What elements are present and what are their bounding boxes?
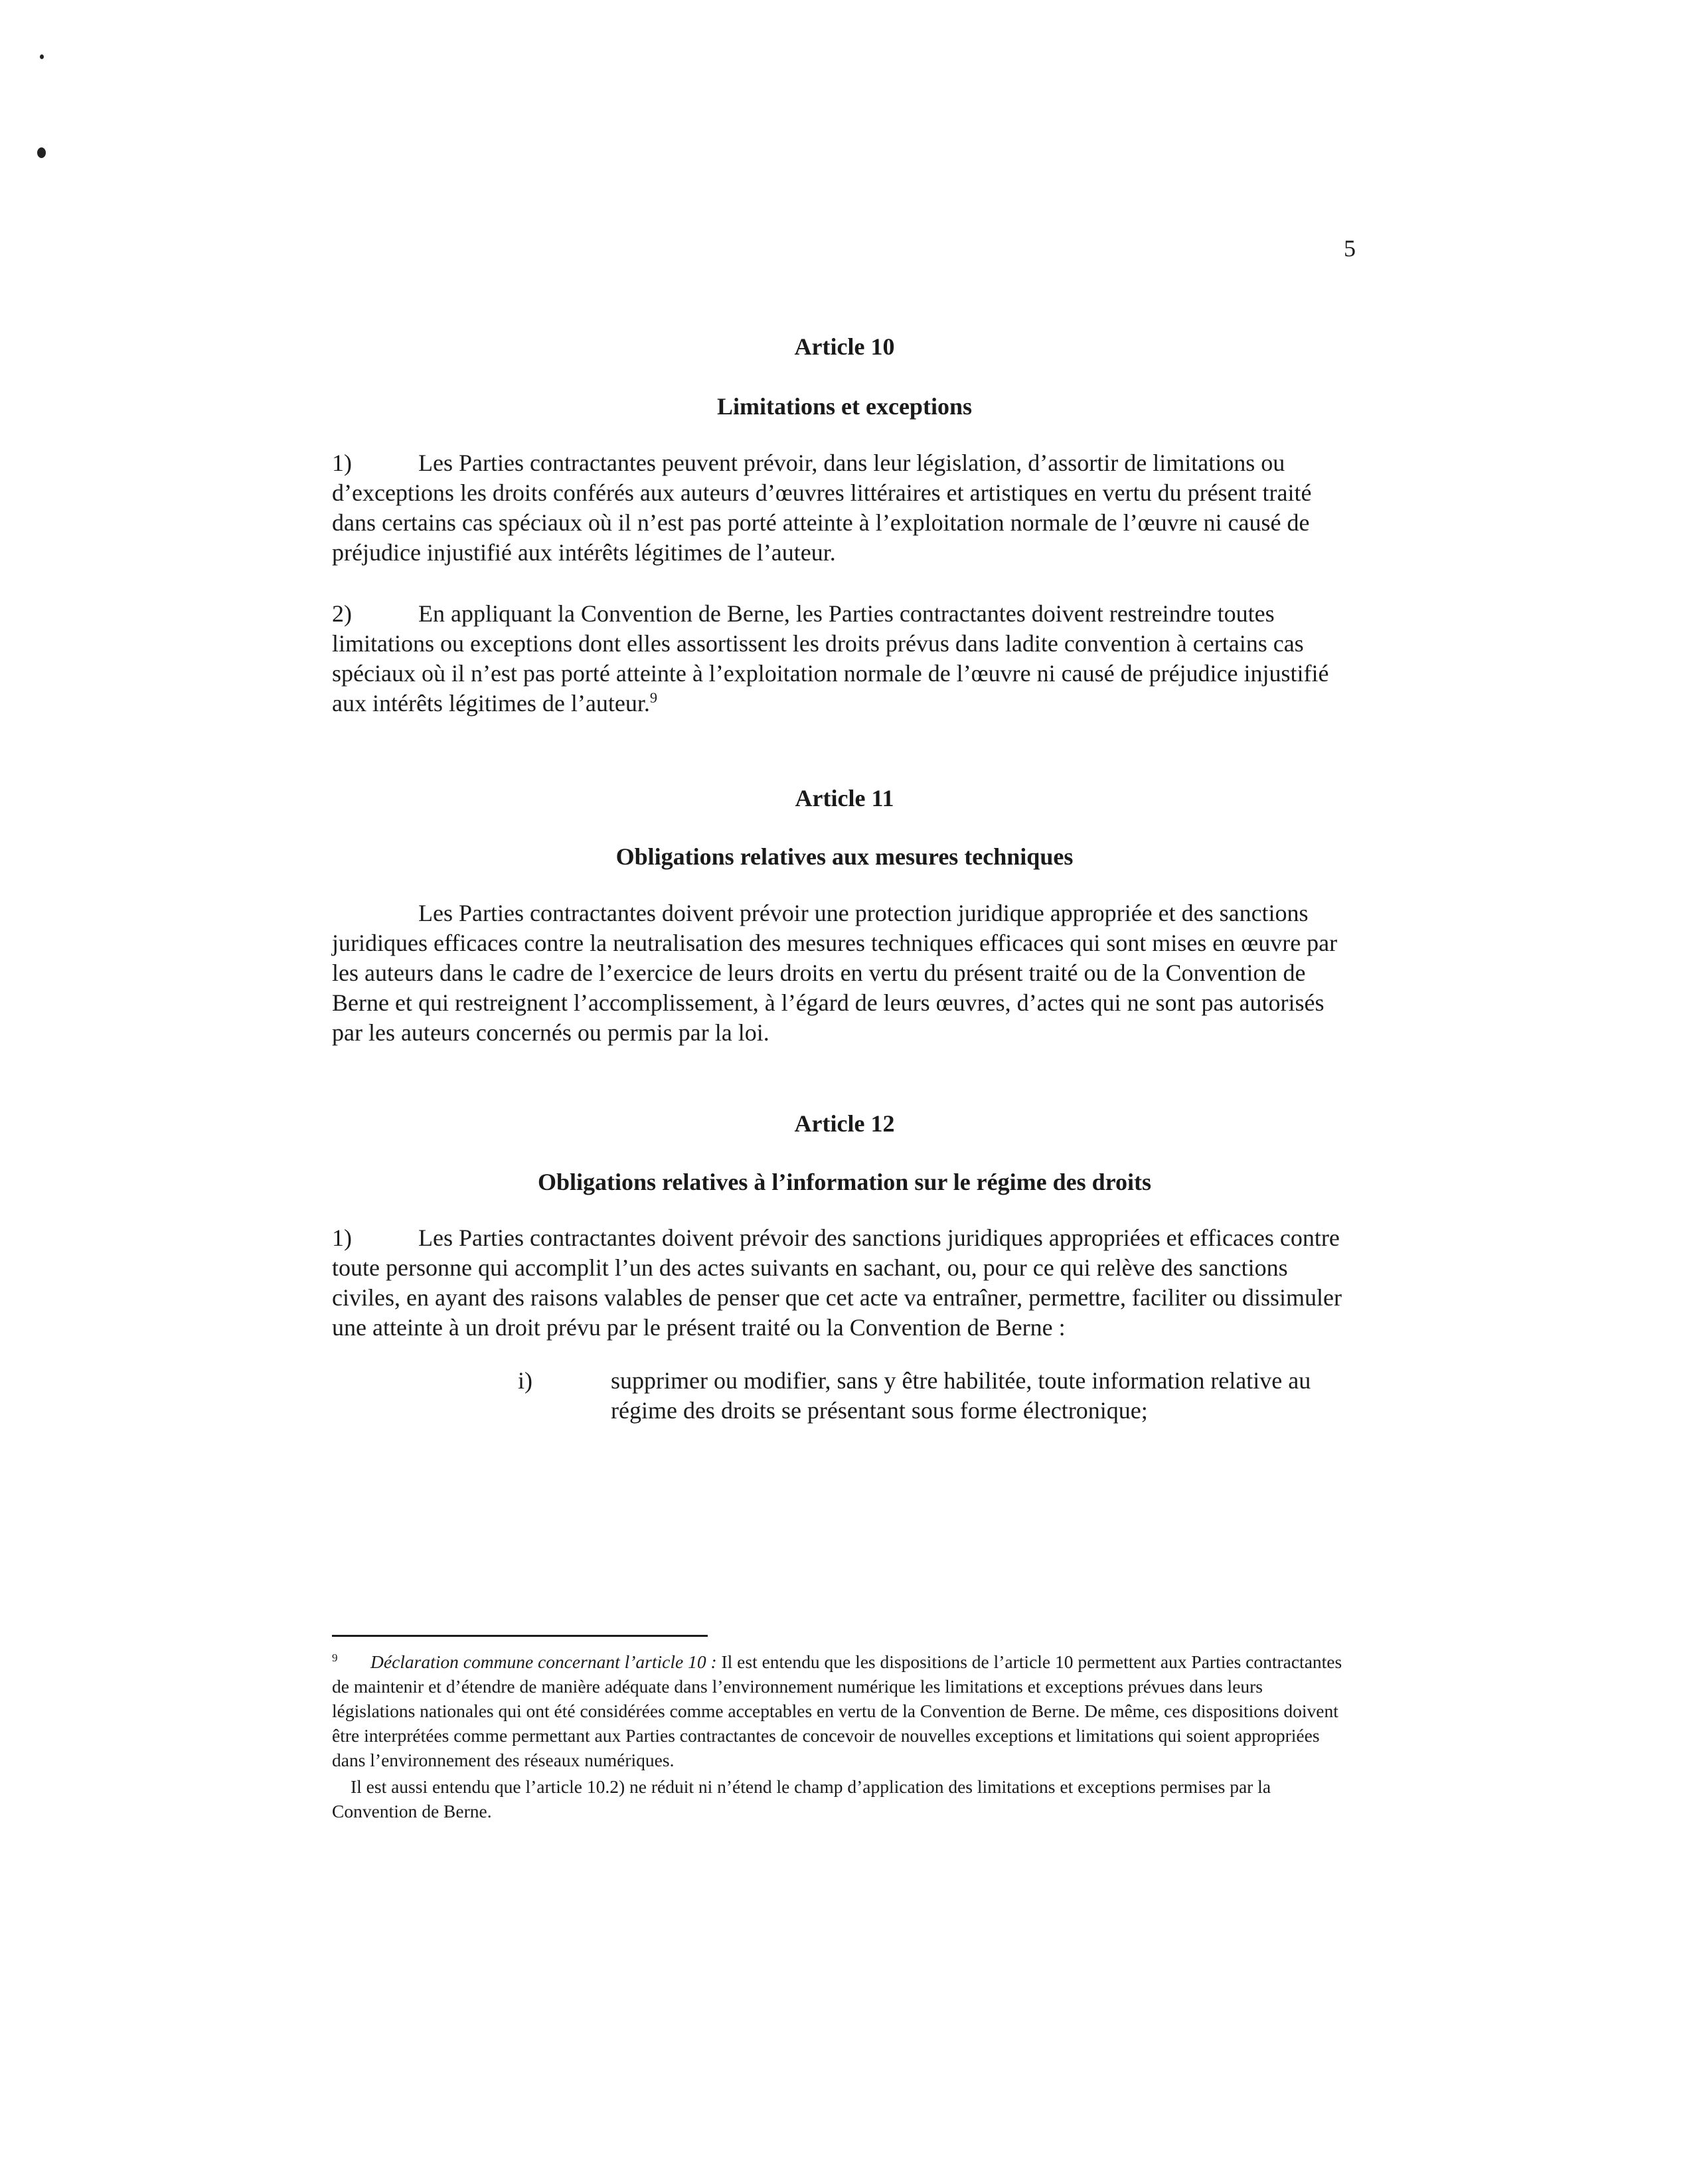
paragraph-number: 1) <box>332 450 352 476</box>
article-11-subheading: Obligations relatives aux mesures techniques <box>615 843 1074 870</box>
page-number: 5 <box>1344 235 1356 262</box>
article-11-heading: Article 11 <box>795 785 894 811</box>
paragraph-number: 1) <box>332 1224 352 1251</box>
paragraph-number: 2) <box>332 600 352 627</box>
item-label: i) <box>518 1367 532 1394</box>
article-12-heading: Article 12 <box>794 1110 895 1137</box>
article-11-paragraph: Les Parties contractantes doivent prévoir une protection juridique appropriée et des sanctions juridiques efficaces contre la neutralisation des mesures techniques efficaces qui sont mises en œuvre par les auteurs dans le cadre de l’exercice de leurs droits en vertu du présent traité ou de la Convention de Berne et qui restreignent l’accomplissement, à l’égard de leurs œuvres, d’actes qui ne sont pas autorisés par les auteurs concernés ou permis par la loi. <box>332 900 1338 1046</box>
paragraph-text: En appliquant la Convention de Berne, les Parties contractantes doivent restreindre toutes limitations ou exceptions dont elles assortissent les droits prévus dans ladite convention à certains cas spéciaux où il n’est pas porté atteinte à l’exploitation normale de l’œuvre ni causé de préjudice injustifié aux intérêts légitimes de l’auteur. <box>332 600 1329 716</box>
footnote-text: Il est entendu que les dispositions de l’article 10 permettent aux Parties contractantes de maintenir et d’étendre de manière adéquate dans l’environnement numérique les limitations et exceptions prévues dans leurs législations nationales qui ont été considérées comme acceptables en vertu de la Convention de Berne. De même, ces dispositions doivent être interprétées comme permettant aux Parties contractantes de concevoir de nouvelles exceptions et limitations qui soient appropriées dans l’environnement des réseaux numériques. <box>332 1651 1342 1770</box>
article-10-paragraph-1 <box>332 448 1354 568</box>
item-text: supprimer ou modifier, sans y être habilitée, toute information relative au régime des droits se présentant sous forme électronique; <box>611 1367 1311 1424</box>
scan-speck <box>37 147 46 158</box>
paragraph-text: Les Parties contractantes peuvent prévoir, dans leur législation, d’assortir de limitations ou d’exceptions les droits conférés aux auteurs d’œuvres littéraires et artistiques en vertu du présent traité dans certains cas spéciaux où il n’est pas porté atteinte à l’exploitation normale de l’œuvre ni causé de préjudice injustifié aux intérêts légitimes de l’auteur. <box>332 450 1312 566</box>
footnote-title: Déclaration commune concernant l’article 10 : <box>370 1651 717 1672</box>
footnote-9: $^9$ Déclaration commune concernant l’article 10 : Il est entendu que les dispositions de l’article 10 permettent aux Parties contractantes de maintenir et d’étendre de manière adéquate dans l’environnement numérique les limitations et exceptions prévues dans leurs législations nationales qui ont été considérées comme acceptables en vertu de la Convention de Berne. De même, ces dispositions doivent être interprétées comme permettant aux Parties contractantes de concevoir de nouvelles exceptions et limitations qui soient appropriées dans l’environnement des réseaux numériques. <box>332 1651 1342 1770</box>
paragraph-text: Les Parties contractantes doivent prévoir des sanctions juridiques appropriées et efficaces contre toute personne qui accomplit l’un des actes suivants en sachant, ou, pour ce qui relève des sanctions civiles, en ayant des raisons valables de penser que cet acte va entraîner, permettre, faciliter ou dissimuler une atteinte à un droit prévu par le présent traité ou la Convention de Berne : <box>332 1224 1342 1341</box>
scan-speck <box>40 54 44 59</box>
article-10-heading: Article 10 <box>794 333 895 360</box>
article-10-paragraph-2 <box>332 599 1354 718</box>
footnote-9-continued <box>332 1774 1348 1823</box>
footnote-separator <box>332 1635 708 1637</box>
article-12-paragraph-1 <box>332 1223 1354 1343</box>
footnote-reference[interactable]: 9 <box>649 689 658 706</box>
footnote-text: Il est aussi entendu que l’article 10.2) ne réduit ni n’étend le champ d’application des limitations et exceptions permises par la Convention de Berne. <box>332 1776 1271 1821</box>
article-12-subheading: Obligations relatives à l’information sur le régime des droits <box>538 1169 1151 1195</box>
article-10-subheading: Limitations et exceptions <box>717 393 972 420</box>
